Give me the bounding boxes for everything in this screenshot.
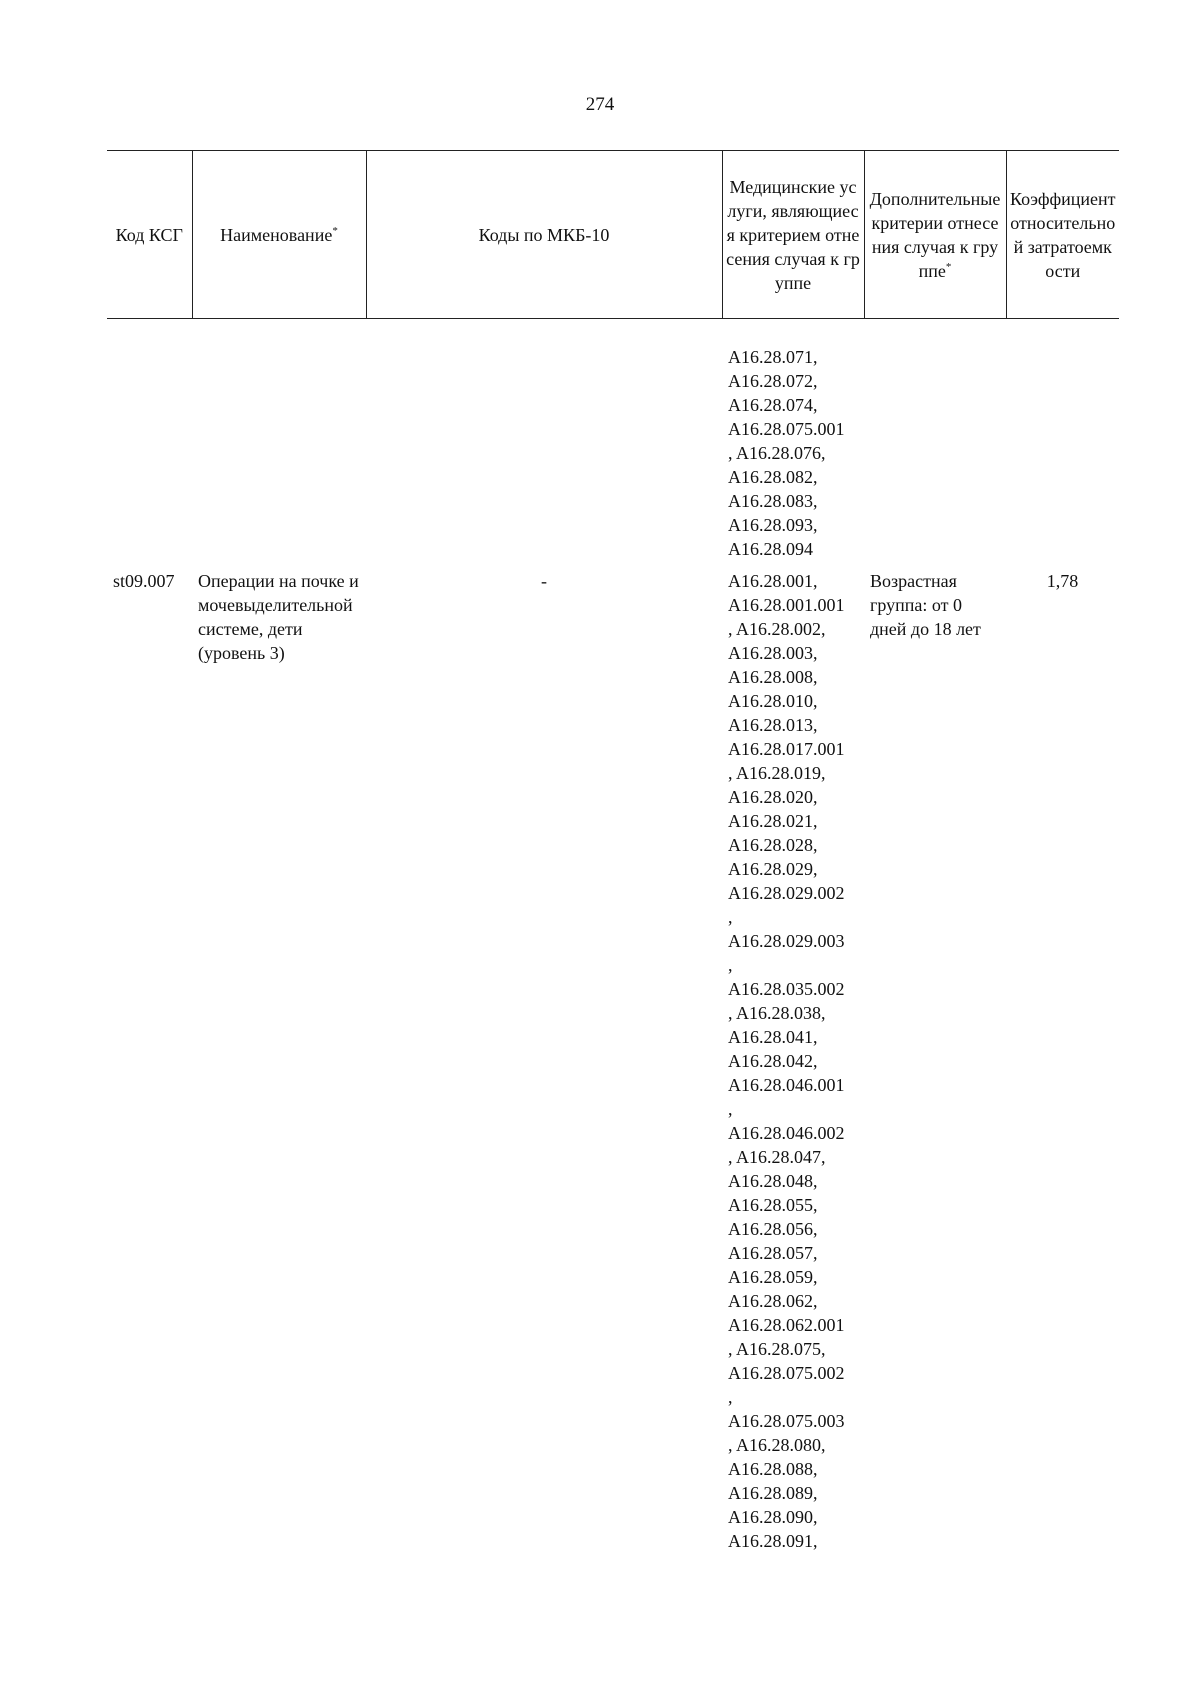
ksg-code: st09.007 (113, 571, 175, 591)
header-additional (864, 151, 1006, 319)
service-code: A16.28.056, (728, 1219, 818, 1239)
spacer-row (107, 319, 1119, 346)
service-code: A16.28.020, (728, 787, 818, 807)
service-code: , (728, 1387, 733, 1407)
service-code: A16.28.055, (728, 1195, 818, 1215)
service-code: A16.28.057, (728, 1243, 818, 1263)
service-code: A16.28.003, (728, 643, 818, 663)
service-code: , A16.28.019, (728, 763, 826, 783)
service-code: A16.28.083, (728, 491, 818, 511)
service-code: A16.28.017.001 (728, 739, 845, 759)
header-coefficient-label: Коэффициент относительной затратоемкости (1009, 188, 1116, 281)
service-code: A16.28.029.002 (728, 883, 845, 903)
ksg-name: Операции на почке и мочевыделительной системе, дети (уровень 3) (198, 571, 359, 663)
header-mkb (366, 151, 722, 319)
service-code: A16.28.035.002 (728, 979, 845, 999)
additional-criteria-cell (864, 569, 1006, 1553)
row-gap (107, 561, 1119, 569)
continuation-services-cell (722, 345, 864, 561)
service-code: , A16.28.076, (728, 443, 826, 463)
additional-criteria: Возрастная группа: от 0 дней до 18 лет (870, 571, 981, 639)
mkb-codes: - (541, 571, 547, 591)
header-name (192, 151, 366, 319)
service-code: , (728, 1099, 733, 1119)
service-code: , A16.28.080, (728, 1435, 826, 1455)
service-code: A16.28.062.001 (728, 1315, 845, 1335)
header-name-footnote-mark: * (332, 224, 338, 237)
header-code (107, 151, 192, 319)
continuation-services-list (728, 345, 858, 561)
service-code: A16.28.013, (728, 715, 818, 735)
service-code: , A16.28.075, (728, 1339, 826, 1359)
service-code: A16.28.046.001 (728, 1075, 845, 1095)
ksg-table (107, 150, 1119, 1553)
service-code: A16.28.062, (728, 1291, 818, 1311)
service-code: A16.28.021, (728, 811, 818, 831)
header-services-label: Медицинские услуги, являющиеся критерием отнесения случая к группе (726, 176, 860, 293)
service-code: A16.28.041, (728, 1027, 818, 1047)
service-code: , (728, 955, 733, 975)
header-additional-footnote-mark: * (945, 260, 952, 273)
service-code: , A16.28.002, (728, 619, 826, 639)
service-code: A16.28.074, (728, 395, 818, 415)
coefficient: 1,78 (1046, 571, 1079, 591)
service-code: A16.28.029.003 (728, 931, 845, 951)
service-code: A16.28.048, (728, 1171, 818, 1191)
service-code: A16.28.010, (728, 691, 818, 711)
service-code: A16.28.075.003 (728, 1411, 845, 1431)
service-code: A16.28.094 (728, 539, 813, 559)
ksg-name-cell (192, 569, 366, 1553)
table-header (107, 151, 1119, 319)
service-code: A16.28.029, (728, 859, 818, 879)
service-code: A16.28.028, (728, 835, 818, 855)
header-additional-label: Дополнительные критерии отнесения случая к группе (869, 188, 1001, 281)
header-name-label: Наименование (220, 224, 333, 245)
service-code: A16.28.093, (728, 515, 818, 535)
header-services (722, 151, 864, 319)
service-code: A16.28.089, (728, 1483, 818, 1503)
service-code: , A16.28.038, (728, 1003, 826, 1023)
services-cell (722, 569, 864, 1553)
service-code: A16.28.001, (728, 571, 818, 591)
service-code: A16.28.001.001 (728, 595, 845, 615)
service-code: A16.28.090, (728, 1507, 818, 1527)
service-code: , (728, 907, 733, 927)
service-code: A16.28.071, (728, 347, 818, 367)
service-code: A16.28.008, (728, 667, 818, 687)
table-row (107, 569, 1119, 1553)
services-list (728, 569, 858, 1553)
service-code: A16.28.072, (728, 371, 818, 391)
header-coefficient (1006, 151, 1119, 319)
service-code: A16.28.082, (728, 467, 818, 487)
page-number: 274 (585, 94, 615, 115)
service-code: A16.28.059, (728, 1267, 818, 1287)
service-code: , A16.28.047, (728, 1147, 826, 1167)
service-code: A16.28.091, (728, 1531, 818, 1551)
service-code: A16.28.046.002 (728, 1123, 845, 1143)
service-code: A16.28.088, (728, 1459, 818, 1479)
header-mkb-label: Коды по МКБ-10 (478, 224, 610, 245)
continuation-row (107, 345, 1119, 561)
service-code: A16.28.042, (728, 1051, 818, 1071)
service-code: A16.28.075.001 (728, 419, 845, 439)
header-code-label: Код КСГ (115, 224, 183, 245)
service-code: A16.28.075.002 (728, 1363, 845, 1383)
